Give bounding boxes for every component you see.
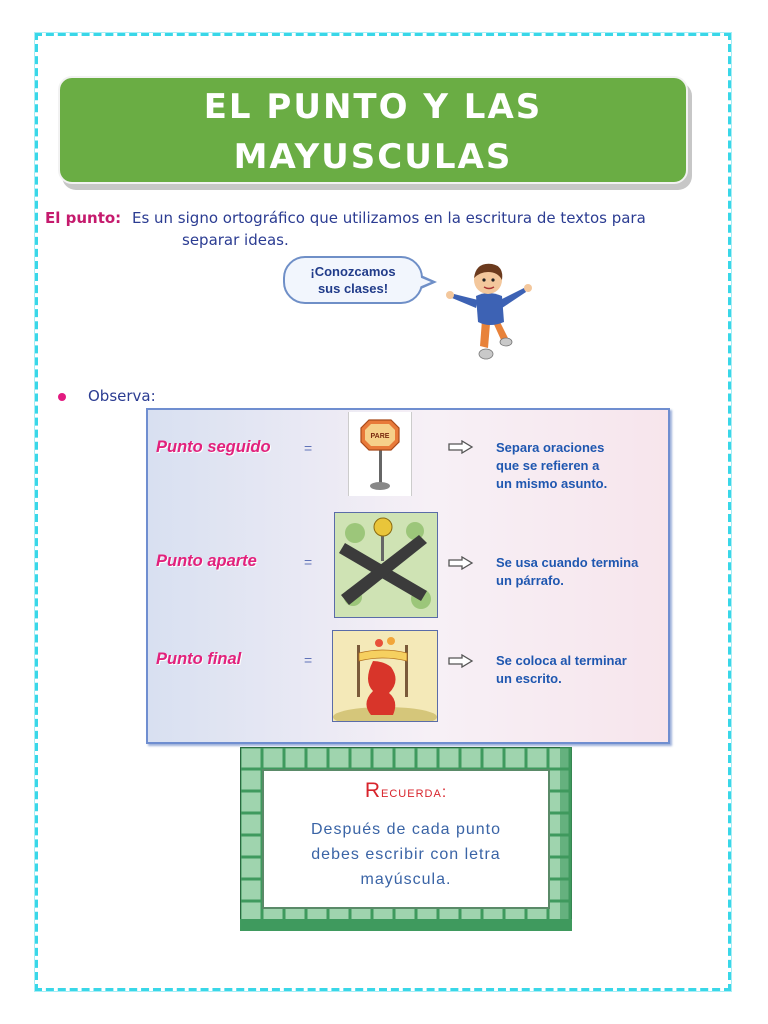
- crossroad-picture: [334, 512, 438, 618]
- desc-line: Se coloca al terminar: [496, 653, 627, 668]
- desc-line: un escrito.: [496, 671, 562, 686]
- crossroad-icon: [335, 513, 437, 617]
- title-line-2: MAYUSCULAS: [233, 137, 513, 177]
- equals-sign: =: [304, 440, 313, 456]
- row-description: [496, 439, 666, 493]
- recuerda-content: [262, 769, 550, 909]
- page-title: [58, 76, 688, 184]
- row-punto-aparte: [148, 512, 668, 622]
- equals-sign: =: [304, 554, 313, 570]
- sign-text: PARE: [370, 433, 390, 440]
- finish-line-icon: [333, 631, 437, 721]
- recuerda-body: [264, 817, 548, 892]
- definition: [45, 207, 725, 251]
- equals-sign: =: [304, 652, 313, 668]
- bubble-tail: [421, 275, 437, 289]
- title-line-1: EL PUNTO Y LAS: [203, 87, 543, 127]
- arrow-right-icon: [448, 654, 474, 668]
- desc-line: que se refieren a: [496, 458, 600, 473]
- row-name: Punto aparte: [156, 552, 257, 570]
- arrow-right-icon: [448, 440, 474, 454]
- recuerda-line: debes escribir con letra: [311, 846, 501, 863]
- desc-line: un párrafo.: [496, 573, 564, 588]
- heading-initial: R: [364, 779, 382, 802]
- desc-line: Separa oraciones: [496, 440, 605, 455]
- desc-line: Se usa cuando termina: [496, 555, 639, 570]
- heading-rest: ecuerda:: [381, 784, 448, 801]
- bubble-line-2: sus clases!: [317, 281, 389, 296]
- row-name: Punto final: [156, 650, 242, 668]
- desc-line: un mismo asunto.: [496, 476, 608, 491]
- row-description: [496, 652, 666, 688]
- definition-label: El punto:: [45, 209, 122, 227]
- row-punto-seguido: [148, 410, 668, 520]
- row-description: [496, 554, 666, 590]
- stop-sign-icon: [349, 412, 411, 496]
- recuerda-box: [240, 747, 572, 931]
- recuerda-line: Después de cada punto: [310, 821, 501, 838]
- row-punto-final: [148, 630, 668, 740]
- speech-bubble: [283, 256, 423, 304]
- recuerda-heading: [264, 779, 548, 803]
- arrow-right-icon: [448, 556, 474, 570]
- definition-text-2: separar ideas.: [182, 231, 289, 249]
- punto-types-panel: [146, 408, 670, 744]
- finish-line-picture: [332, 630, 438, 722]
- bubble-line-1: ¡Conozcamos: [310, 264, 396, 279]
- boy-illustration: [440, 258, 540, 370]
- row-name: Punto seguido: [156, 438, 271, 456]
- bullet-dot: [58, 393, 66, 401]
- stop-sign-picture: [348, 412, 412, 496]
- observa-bullet: [58, 387, 156, 405]
- recuerda-line: mayúscula.: [360, 871, 452, 888]
- definition-text-1: Es un signo ortográfico que utilizamos en la escritura de textos para: [131, 209, 646, 227]
- observa-label: Observa:: [88, 387, 156, 405]
